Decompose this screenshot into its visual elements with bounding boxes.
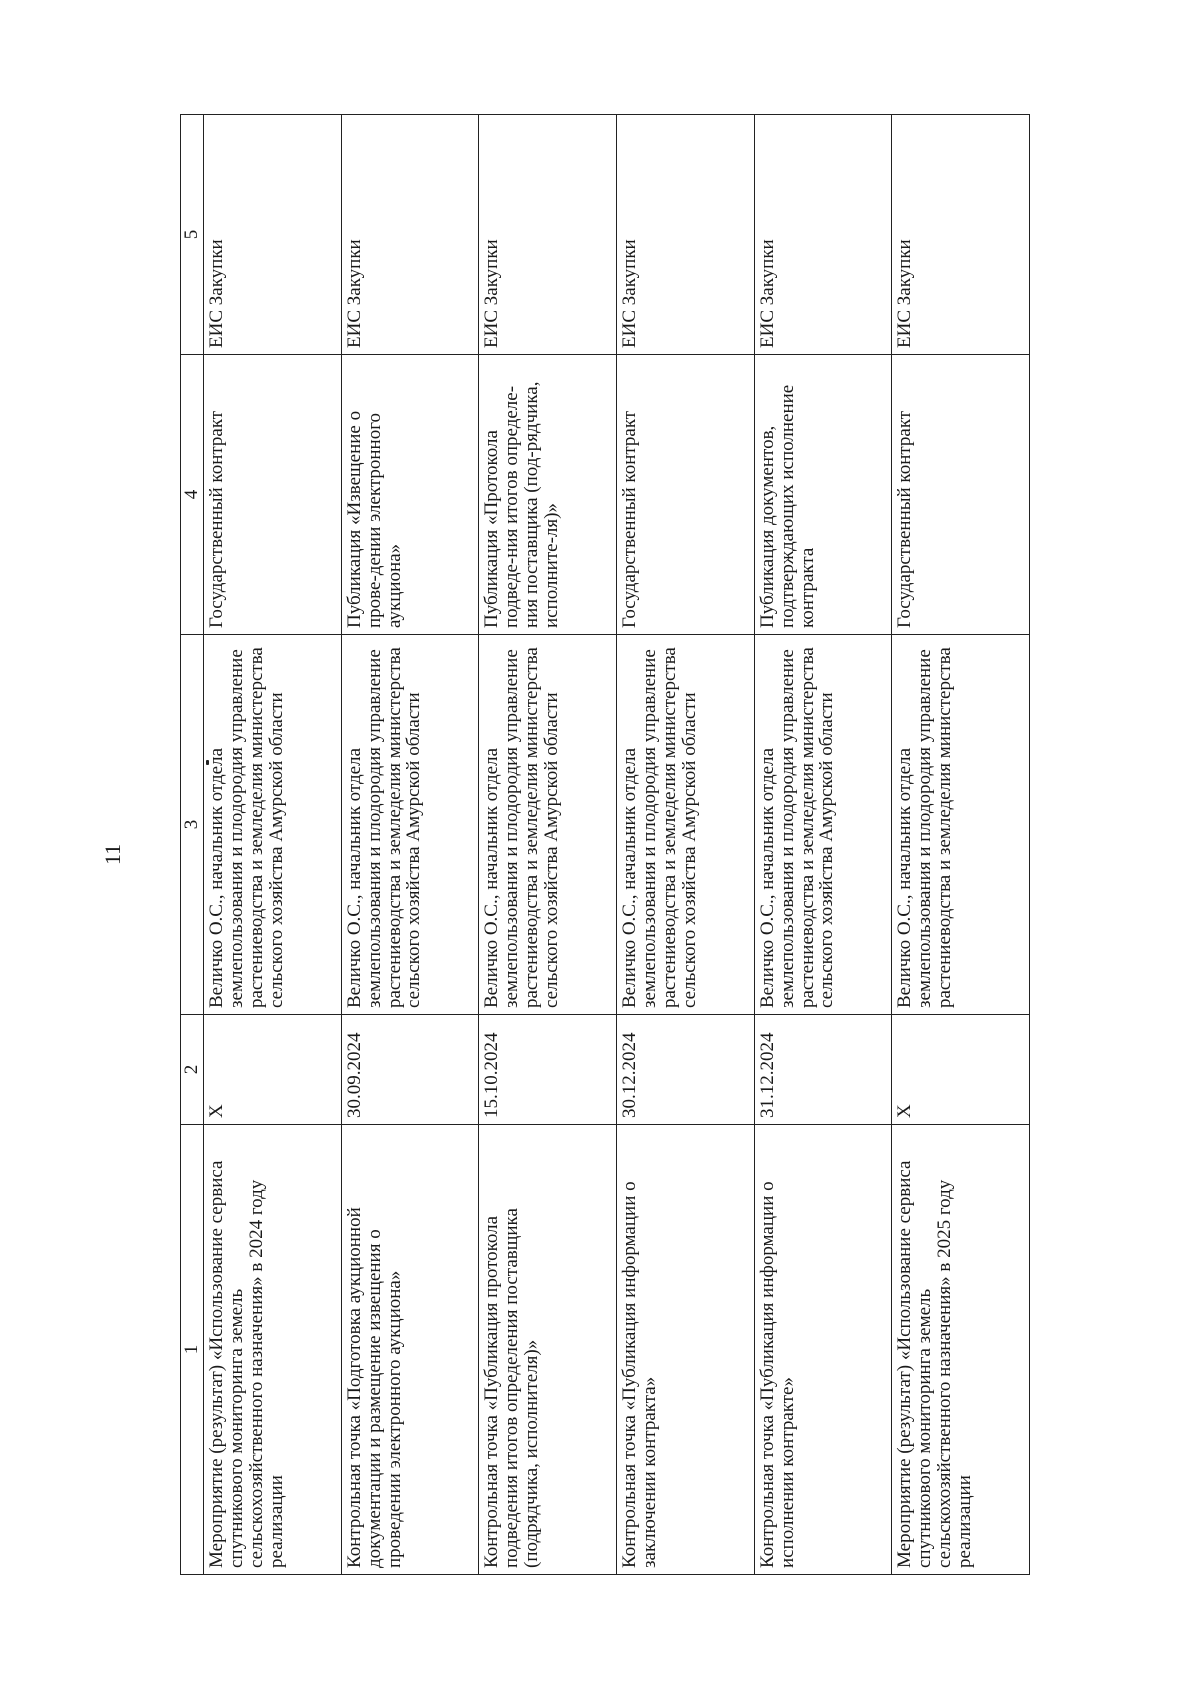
table-row bbox=[479, 115, 617, 1575]
date-cell: 30.09.2024 bbox=[341, 1015, 479, 1125]
event-cell: Контрольная точка «Подготовка аукционной документации и размещение извещения о проведении электронного аукциона» bbox=[341, 1125, 479, 1575]
system-cell: ЕИС Закупки bbox=[479, 115, 617, 355]
event-cell: Контрольная точка «Публикация информации о заключении контракта» bbox=[616, 1125, 754, 1575]
table-row bbox=[341, 115, 479, 1575]
system-cell: ЕИС Закупки bbox=[892, 115, 1030, 355]
rotated-table-wrapper bbox=[180, 115, 1030, 1575]
event-cell: Контрольная точка «Публикация информации о исполнении контракте» bbox=[754, 1125, 892, 1575]
column-header: 2 bbox=[181, 1015, 204, 1125]
table-row bbox=[204, 115, 342, 1575]
document-cell: Публикация «Протокола подведе-ния итогов определе-ния поставщика (под-рядчика, исполните-ля)» bbox=[479, 355, 617, 635]
page-number: 11 bbox=[100, 843, 125, 865]
date-cell: X bbox=[204, 1015, 342, 1125]
column-header: 1 bbox=[181, 1125, 204, 1575]
responsible-cell: Величко О.С., начальник отдела землепользования и плодородия управление растениеводства и земледелия министерства сельского хозяйства Амурской области bbox=[204, 635, 342, 1015]
date-cell: 15.10.2024 bbox=[479, 1015, 617, 1125]
document-cell: Государственный контракт bbox=[892, 355, 1030, 635]
header-row bbox=[181, 115, 204, 1575]
document-cell: Государственный контракт bbox=[204, 355, 342, 635]
system-cell: ЕИС Закупки bbox=[204, 115, 342, 355]
date-cell: X bbox=[892, 1015, 1030, 1125]
table-row bbox=[754, 115, 892, 1575]
system-cell: ЕИС Закупки bbox=[341, 115, 479, 355]
event-cell: Контрольная точка «Публикация протокола подведения итогов определения поставщика (подрядчика, исполнителя)» bbox=[479, 1125, 617, 1575]
responsible-cell: Величко О.С., начальник отдела землепользования и плодородия управление растениеводства и земледелия министерства сельского хозяйства Амурской области bbox=[479, 635, 617, 1015]
column-header: 3 bbox=[181, 635, 204, 1015]
column-header: 5 bbox=[181, 115, 204, 355]
schedule-table bbox=[180, 114, 1030, 1575]
system-cell: ЕИС Закупки bbox=[616, 115, 754, 355]
responsible-cell: Величко О.С., начальник отдела землепользования и плодородия управление растениеводства и земледелия министерства сельского хозяйства Амурской области bbox=[341, 635, 479, 1015]
document-cell: Публикация «Извещение о прове-дении электронного аукциона» bbox=[341, 355, 479, 635]
responsible-cell: Величко О.С., начальник отдела землепользования и плодородия управление растениеводства и земледелия министерства сельского хозяйства Амурской области bbox=[754, 635, 892, 1015]
table-row bbox=[616, 115, 754, 1575]
event-cell: Мероприятие (результат) «Использование сервиса спутникового мониторинга земель сельскохозяйственного назначения» в 2025 году реализации bbox=[892, 1125, 1030, 1575]
date-cell: 31.12.2024 bbox=[754, 1015, 892, 1125]
table-row bbox=[892, 115, 1030, 1575]
responsible-cell: Величко О.С., начальник отдела землепользования и плодородия управление растениеводства и земледелия министерства bbox=[892, 635, 1030, 1015]
document-cell: Публикация документов, подтверждающих исполнение контракта bbox=[754, 355, 892, 635]
event-cell: Мероприятие (результат) «Использование сервиса спутникового мониторинга земель сельскохозяйственного назначения» в 2024 году реализации bbox=[204, 1125, 342, 1575]
column-header: 4 bbox=[181, 355, 204, 635]
date-cell: 30.12.2024 bbox=[616, 1015, 754, 1125]
document-cell: Государственный контракт bbox=[616, 355, 754, 635]
responsible-cell: Величко О.С., начальник отдела землепользования и плодородия управление растениеводства и земледелия министерства сельского хозяйства Амурской области bbox=[616, 635, 754, 1015]
system-cell: ЕИС Закупки bbox=[754, 115, 892, 355]
